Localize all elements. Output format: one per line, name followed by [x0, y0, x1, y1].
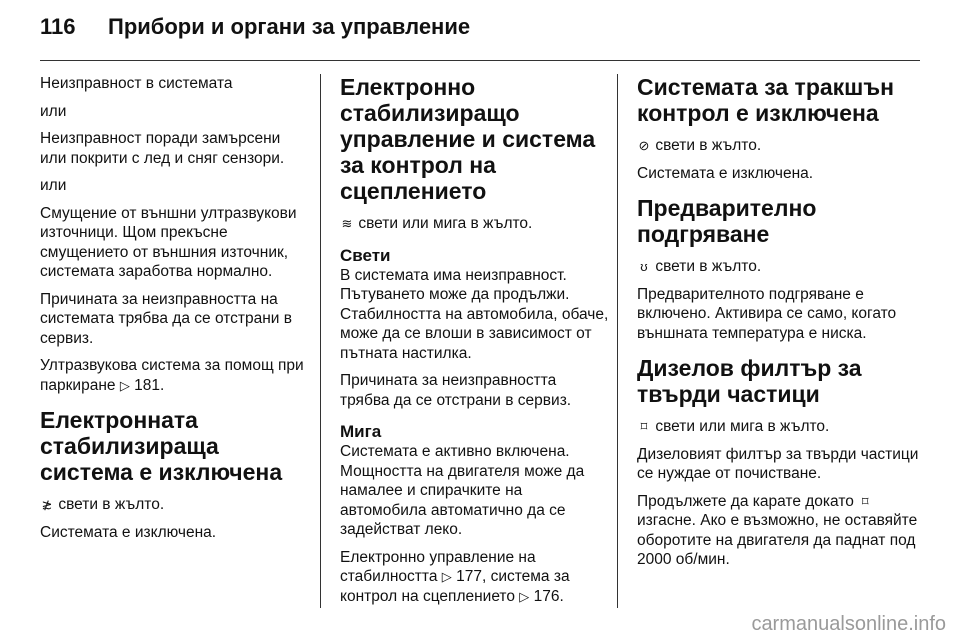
paragraph: Предварителното подгряване е включено. Активира се само, когато външната температура е ниска.	[637, 285, 897, 342]
paragraph-text: свети в жълто.	[58, 496, 165, 513]
paragraph: или	[40, 102, 67, 120]
page-reference[interactable]: 176.	[533, 587, 564, 605]
paragraph: Дизеловият филтър за твърди частици се нуждае от почистване.	[637, 445, 919, 482]
paragraph-text: Електронно управление на стабилността	[340, 548, 536, 585]
esp-icon: ≋	[341, 216, 353, 231]
paragraph: Системата е изключена.	[637, 164, 814, 182]
column-3	[637, 74, 919, 578]
section-heading: Предварително подгряване	[637, 195, 817, 247]
page-header	[40, 14, 920, 54]
page-number: 116	[40, 14, 76, 39]
paragraph-text: Продължете да карате докато	[637, 492, 854, 510]
column-2	[340, 74, 610, 614]
section-heading: Електронната стабилизираща система е изключена	[40, 407, 283, 485]
page-reference[interactable]: 181.	[134, 376, 165, 394]
diesel-particle-filter-icon: ⌑	[861, 493, 869, 509]
paragraph	[340, 548, 610, 607]
paragraph: Смущение от външни ултразвукови източници. Щом прекъсне смущението от външния източник, системата заработва нормално.	[40, 204, 297, 280]
paragraph	[637, 417, 919, 437]
reference-arrow-icon[interactable]: ▷	[119, 377, 130, 393]
paragraph: В системата има неизправност. Пътуването може да продължи. Стабилността на автомобила, обаче, може да се влоши в зависимост от пътната настилка.	[340, 266, 609, 362]
paragraph-text: свети в жълто.	[655, 258, 762, 275]
column-1	[40, 74, 310, 550]
paragraph: Неизправност поради замърсени или покрити с лед и сняг сензори.	[40, 130, 285, 167]
paragraph	[40, 495, 310, 515]
paragraph: Причината за неизправността трябва да се отстрани в сервиз.	[340, 372, 572, 409]
paragraph-text: изгасне. Ако е възможно, не оставяйте оборотите на двигателя да паднат под 2000 об/мин.	[637, 512, 918, 568]
column-divider	[320, 74, 321, 608]
subheading: Мига	[340, 422, 382, 441]
paragraph-text: свети в жълто.	[655, 137, 762, 154]
glow-plug-icon: ʊ	[640, 259, 648, 274]
page-title: Прибори и органи за управление	[108, 14, 471, 39]
paragraph	[637, 257, 919, 277]
paragraph	[340, 214, 610, 234]
paragraph-text: система за контрол на сцеплението	[340, 568, 570, 605]
paragraph: Неизправност в системата	[40, 75, 233, 92]
paragraph	[637, 136, 919, 156]
paragraph	[637, 492, 919, 570]
diesel-particle-filter-icon: ⌑	[640, 419, 648, 434]
column-divider	[617, 74, 618, 608]
section-heading: Дизелов филтър за твърди частици	[637, 355, 862, 407]
reference-arrow-icon[interactable]: ▷	[519, 588, 530, 604]
header-divider	[40, 60, 920, 61]
page-reference[interactable]: 177,	[456, 568, 487, 585]
paragraph-text: Ултразвукова система за помощ при паркиране	[40, 357, 304, 394]
section-heading: Системата за тракшън контрол е изключена	[637, 74, 894, 126]
subheading: Свети	[340, 245, 391, 265]
watermark: carmanualsonline.info	[751, 613, 946, 635]
paragraph: Системата е изключена.	[40, 523, 217, 541]
traction-control-off-icon: ⊘	[638, 138, 650, 153]
paragraph: Системата е активно включена. Мощността на двигателя може да намалее и спирачките на автомобила автоматично да се задействат леко.	[340, 443, 585, 538]
paragraph-text: свети или мига в жълто.	[358, 215, 533, 232]
paragraph: или	[40, 177, 67, 194]
esp-off-icon: ≵	[41, 497, 53, 512]
paragraph: Причината за неизправността на системата трябва да се отстрани в сервиз.	[40, 290, 292, 347]
paragraph-text: свети или мига в жълто.	[655, 418, 830, 435]
paragraph	[40, 356, 310, 395]
section-heading: Електронно стабилизиращо управление и система за контрол на сцеплението	[340, 74, 596, 204]
reference-arrow-icon[interactable]: ▷	[441, 569, 452, 584]
